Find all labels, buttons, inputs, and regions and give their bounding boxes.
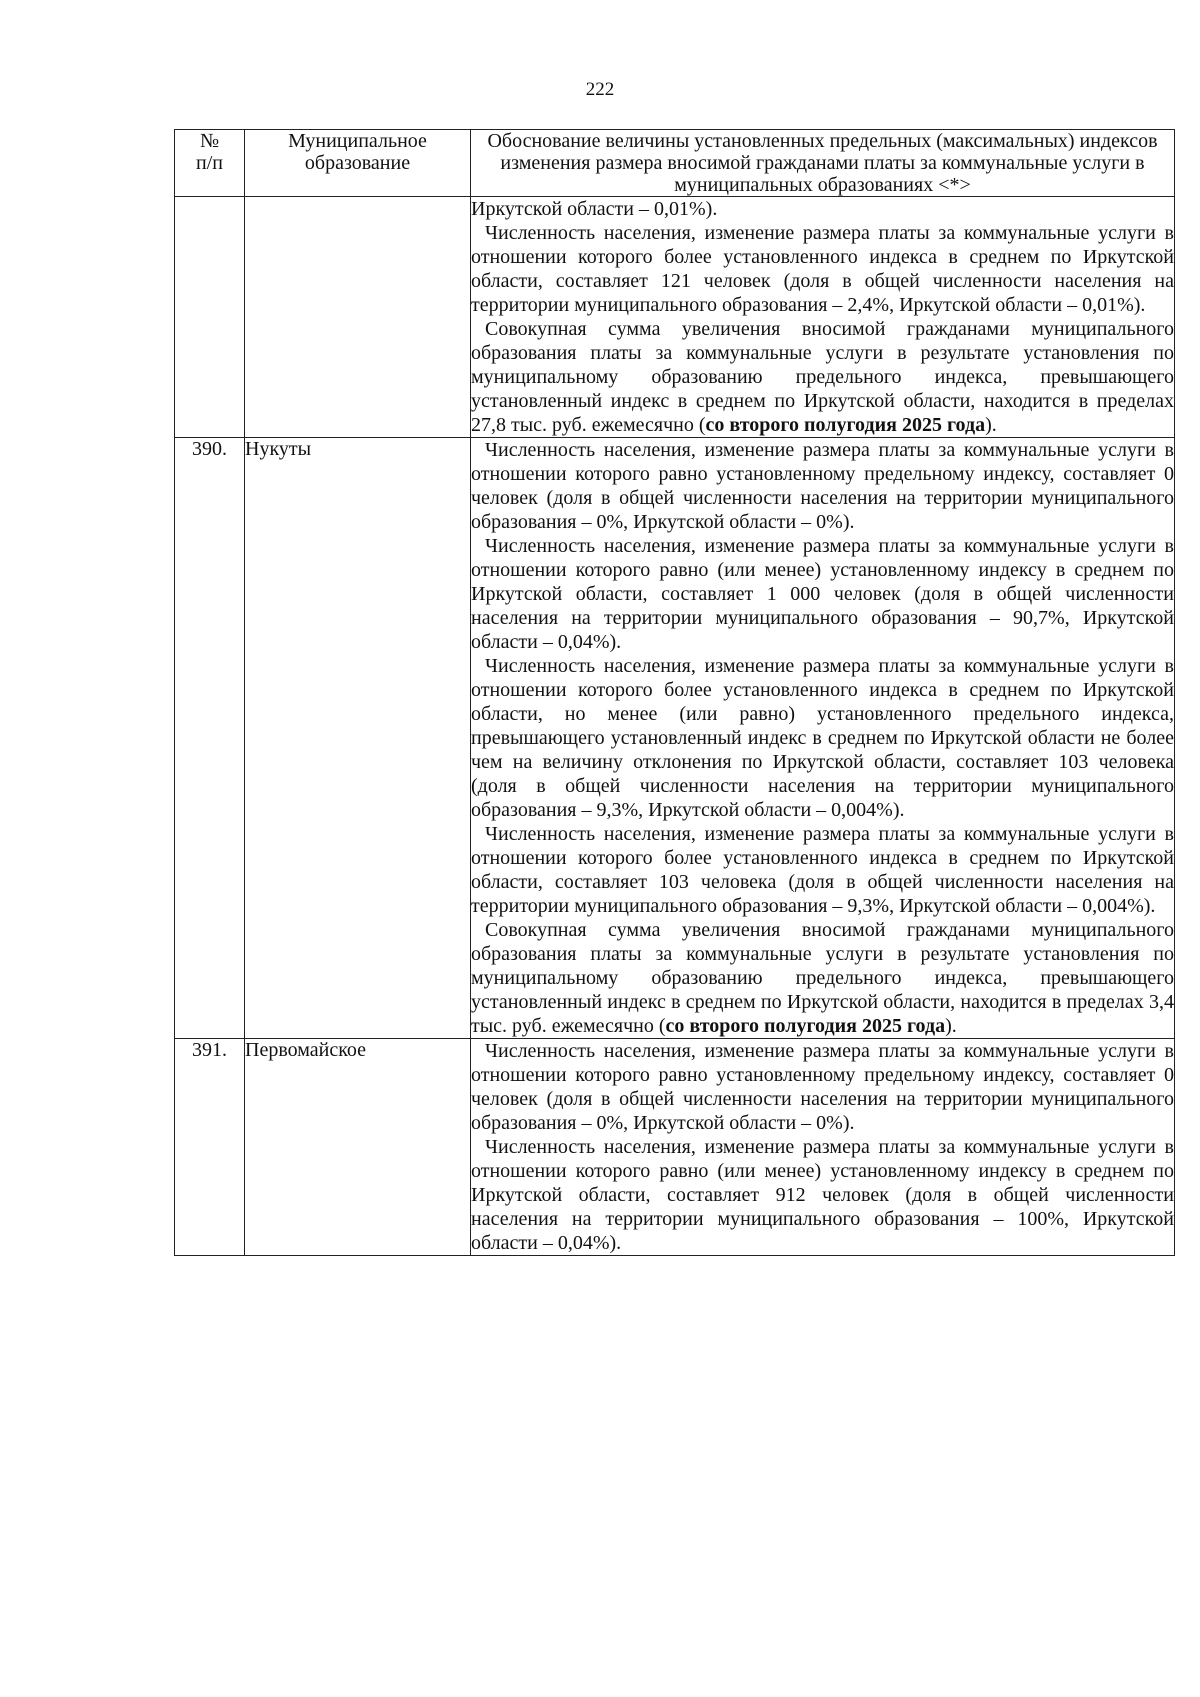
page-number: 222 (585, 79, 615, 100)
justification-paragraph: Численность населения, изменение размера платы за коммунальные услуги в отношении которого более установленного индекса в среднем по Иркутской области, но менее (или равно) установленного предельного индекса, превышающего установленный индекс в среднем по Иркутской области не более чем на величину отклонения по Иркутской области, составляет 103 человека (доля в общей численности населения на территории муниципального образования – 9,3%, Иркутской области – 0,004%). (471, 655, 1174, 821)
table-row (175, 1039, 1175, 1256)
header-number-line2: п/п (196, 152, 223, 174)
header-number (175, 130, 245, 197)
header-municipality: Муниципальное образование (245, 130, 471, 197)
justification-paragraph: Численность населения, изменение размера платы за коммунальные услуги в отношении которого равно (или менее) установленному индексу в среднем по Иркутской области, составляет 1 000 человек (доля в общей численности населения на территории муниципального образования – 90,7%, Иркутской области – 0,04%). (471, 535, 1174, 653)
justification-cell (471, 197, 1175, 438)
justification-paragraph: Иркутской области – 0,01%). (471, 198, 718, 220)
row-number (175, 197, 245, 438)
justification-paragraph: Совокупная сумма увеличения вносимой гражданами муниципального образования платы за коммунальные услуги в результате установления по муниципальному образованию предельного индекса, превышающего установленный индекс в среднем по Иркутской области, находится в пределах 3,4 тыс. руб. ежемесячно (со второго полугодия 2025 года). (471, 919, 1174, 1037)
municipality-name: Первомайское (245, 1039, 471, 1256)
municipality-name (245, 197, 471, 438)
justification-paragraph: Численность населения, изменение размера платы за коммунальные услуги в отношении которого более установленного индекса в среднем по Иркутской области, составляет 121 человек (доля в общей численности населения на территории муниципального образования – 2,4%, Иркутской области – 0,01%). (471, 222, 1174, 316)
header-number-line1: № (199, 130, 220, 152)
justification-paragraph: Численность населения, изменение размера платы за коммунальные услуги в отношении которого более установленного индекса в среднем по Иркутской области, составляет 103 человека (доля в общей численности населения на территории муниципального образования – 9,3%, Иркутской области – 0,004%). (471, 823, 1174, 917)
header-justification: Обоснование величины установленных предельных (максимальных) индексов изменения размера вносимой гражданами платы за коммунальные услуги в муниципальных образованиях <*> (471, 130, 1175, 197)
table-header-row (175, 130, 1175, 197)
row-number: 390. (175, 438, 245, 1039)
table-row (175, 197, 1175, 438)
municipal-index-table (174, 129, 1175, 1256)
justification-paragraph: Численность населения, изменение размера платы за коммунальные услуги в отношении которого равно установленному предельному индексу, составляет 0 человек (доля в общей численности населения на территории муниципального образования – 0%, Иркутской области – 0%). (471, 439, 1174, 533)
justification-paragraph: Совокупная сумма увеличения вносимой гражданами муниципального образования платы за коммунальные услуги в результате установления по муниципальному образованию предельного индекса, превышающего установленный индекс в среднем по Иркутской области, находится в пределах 27,8 тыс. руб. ежемесячно (со второго полугодия 2025 года). (471, 318, 1174, 436)
period-note: со второго полугодия 2025 года (705, 414, 986, 436)
table-row (175, 438, 1175, 1039)
justification-paragraph: Численность населения, изменение размера платы за коммунальные услуги в отношении которого равно установленному предельному индексу, составляет 0 человек (доля в общей численности населения на территории муниципального образования – 0%, Иркутской области – 0%). (471, 1040, 1174, 1134)
period-note: со второго полугодия 2025 года (665, 1015, 946, 1037)
justification-paragraph: Численность населения, изменение размера платы за коммунальные услуги в отношении которого равно (или менее) установленному индексу в среднем по Иркутской области, составляет 912 человек (доля в общей численности населения на территории муниципального образования – 100%, Иркутской области – 0,04%). (471, 1136, 1174, 1254)
municipality-name: Нукуты (245, 438, 471, 1039)
justification-cell (471, 438, 1175, 1039)
justification-cell (471, 1039, 1175, 1256)
row-number: 391. (175, 1039, 245, 1256)
